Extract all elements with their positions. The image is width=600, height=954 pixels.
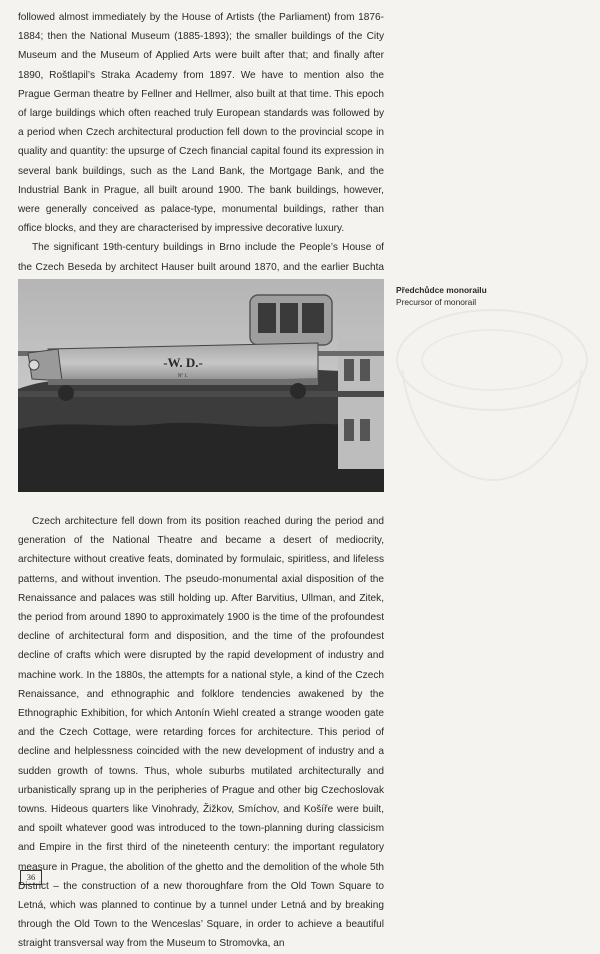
monorail-photo-illustration <box>18 279 384 492</box>
decorative-watermark <box>392 300 592 490</box>
paragraph: Czech architecture fell down from its position reached during the period and generation of the National Theatre and became a desert of mediocrity, architecture without creative feats, dominated by formulaic, spiritless, and lifeless patterns, and without invention. The pseudo-monumental axial disposition of the Renaissance and palaces was still holding up. After Barvitius, Ullman, and Zitek, the period from around 1890 to approximately 1900 is the time of the profoundest decline of architectural form and disposition, and the time of the profoundest decline of crafts which were disrupted by the rapid development of industry and machine work. In the 1880s, the attempts for a national style, a kind of the Czech Renaissance, and ethnographic and folklore tendencies awakened by the Ethnographic Exhibition, for which Antonín Wiehl created a strange wooden gate and the Czech Cottage, were retarding forces for architecture. This period of decline and helplessness coincided with the new development of industry and a sudden growth of towns. Thus, whole suburbs mutilated architecturally and urbanistically sprang up in the peripheries of Prague and other big Czechoslovak towns. Hideous quarters like Vinohrady, Žižkov, Smíchov, and Košíře were built, and spoilt whatever good was introduced to the town-planning during classicism and Empire in the first third of the nineteenth century: the important regulatory measure in Prague, the abolition of the ghetto and the demolition of the whole 5th District – the construction of a new thoroughfare from the Old Town Square to Letná, which was planned to continue by a tunnel under Letná and by breaking through the Old Town to the Wenceslas’ Square, in order to achieve a beautiful straight transversal way from the Museum to Stromovka, an <box>18 516 384 950</box>
page-number: 36 <box>20 870 42 885</box>
car-number: Nº 1. <box>177 374 189 379</box>
caption-subtitle: Precursor of monorail <box>396 297 477 307</box>
body-text-bottom <box>18 512 384 954</box>
paragraph: The significant 19th-century buildings in Brno include the People’s House of the Czech Beseda by architect Hauser built around 1870, and the earlier Buchta <box>18 242 384 273</box>
paragraph: followed almost immediately by the House of Artists (the Parliament) from 1876-1884; then the National Museum (1885-1893); the smaller buildings of the City Museum and the Museum of Applied Arts were built after that; and finally after 1890, Roštlapil’s Straka Academy from 1897. We have to mention also the Prague German theatre by Fellner and Hellmer, also built at that time. This epoch of large buildings which often reached truly European standards was followed by a period when Czech architectural production fell down to the provincial scope in quality and quantity: the upsurge of Czech financial capital found its expression in several bank buildings, such as the Land Bank, the Mortgage Bank, and the Industrial Bank in Prague, all built around 1900. The bank buildings, however, were generally conceived as palace-type, monumental buildings, rather than office blocks, and they are characterised by impressive decorative luxury. <box>18 12 384 235</box>
caption-title: Předchůdce monorailu <box>396 285 487 295</box>
body-text-top <box>18 8 384 296</box>
car-label: -W. D.- <box>163 355 203 370</box>
monorail-photo <box>18 279 384 492</box>
